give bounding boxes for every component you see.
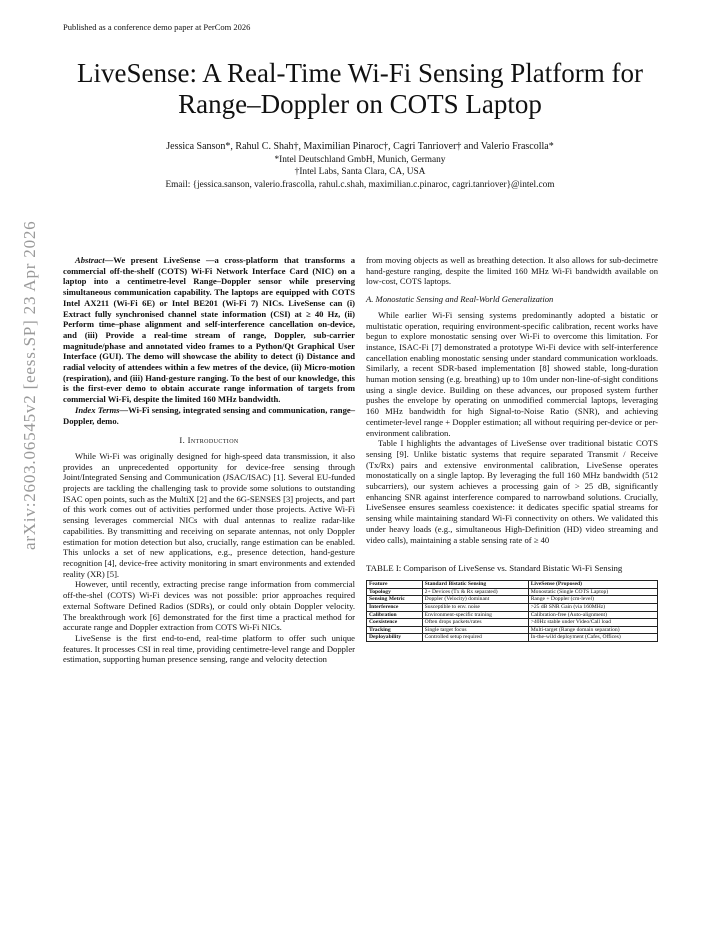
abstract-label: Abstract— — [75, 255, 114, 265]
monostatic-paragraph-1: While earlier Wi-Fi sensing systems predominantly adopted a bistatic or multistatic operation, requiring environment-specific calibration, recent works have begun to explore monostatic sensing over Wi-Fi to overcome this limitation. For instance, ISAC-Fi [7] demonstrated a prototype Wi-Fi device with self-interference cancellation enabling monostatic sensing under standard communication workloads. Similarly, a recent SDR-based implementation [8] showed stable, long-duration human motion sensing (e.g. breathing) up to 10m under non-line-of-sight conditions using a single device. Building on these advances, our proposed system further pushes the envelope by operating on unmodified commercial laptops, leveraging 160 MHz bandwidth for high Signal-to-Noise Ratio (SNR), and achieving centimeter-level range + Doppler estimation; all without requiring per-device or per-environment calibration. — [366, 309, 658, 438]
index-terms — [63, 405, 355, 426]
author-emails: Email: {jessica.sanson, valerio.frascolla, rahul.c.shah, maximilian.c.pinaroc, cagri.tanriover}@intel.com — [165, 179, 555, 190]
author-block — [70, 141, 650, 191]
monostatic-paragraph-2: Table I highlights the advantages of LiveSense over traditional bistatic COTS sensing [9]. Unlike bistatic systems that require separated Transmit / Receive (Tx/Rx) pairs and extensive environmental calibration, LiveSense operates monostatically on a single laptop. By leveraging the full 160 MHz bandwidth (512 subcarriers), our system achieves a processing gain of > 25 dB, significantly enhancing SNR against interference compared to narrowband solutions. Crucially, LiveSensee ensures seamless coexistence: it dedicates specific spatial streams for sensing while maintaining standard Wi-Fi connectivity on others. We validated this under heavy loads (e.g., simultaneous High-Definition (HD) video streaming and video calls), maintaining a stable sensing rate of ≥ 40 — [366, 438, 658, 545]
affiliation-intel-labs: †Intel Labs, Santa Clara, CA, USA — [294, 167, 426, 177]
table-row — [367, 588, 658, 596]
table-cell: In-the-wild deployment (Cafes, Offices) — [528, 634, 657, 642]
table-cell: Monostatic (Single COTS Laptop) — [528, 588, 657, 596]
table-cell: Interference — [367, 604, 423, 612]
arxiv-identifier: arXiv:2603.06545v2 [eess.SP] 23 Apr 2026 — [20, 220, 39, 550]
table-header-row — [367, 581, 658, 589]
table-row — [367, 634, 658, 642]
table-cell: Multi-target (Range domain separation) — [528, 626, 657, 634]
right-column — [366, 255, 658, 642]
table-cell: >40Hz stable under Video/Call load — [528, 619, 657, 627]
table-cell: Calibration-free (Auto-alignment) — [528, 611, 657, 619]
table-cell: Single target focus — [422, 626, 528, 634]
publication-note: Published as a conference demo paper at PerCom 2026 — [63, 22, 251, 32]
author-list: Jessica Sanson*, Rahul C. Shah†, Maximilian Pinaroc†, Cagri Tanriover† and Valerio Frascolla* — [166, 141, 554, 152]
intro-paragraph-2: However, until recently, extracting precise range information from commercial off-the-shel (COTS) Wi-Fi devices was not possible: prior approaches required external Software Defined Radios (SDRs), or could only obtain Doppler velocity. The breakthrough work [6] demonstrated for the first time a practical method for accurate range and Doppler extraction from COTS Wi-Fi NICs. — [63, 579, 355, 633]
table-header-cell: Feature — [367, 581, 423, 589]
paper-title: LiveSense: A Real-Time Wi-Fi Sensing Platform for Range–Doppler on COTS Laptop — [77, 58, 643, 119]
table-cell: Topology — [367, 588, 423, 596]
abstract-text: We present LiveSense —a cross-platform that transforms a commercial off-the-shelf (COTS) Wi-Fi Network Interface Card (NIC) on a laptop into a centimetre-level Range–Doppler sensor while preserving simultaneous communication capability. The laptops are equipped with COTS Intel AX211 (Wi-Fi 6E) or Intel BE201 (Wi-Fi 7) NICs. LiveSense can (i) Extract fully synchronised channel state information (CSI) at ≥ 40 Hz, (ii) Perform time–phase alignment and self-interference cancellation on-device, and (iii) Provide a real-time stream of range, Doppler, sub-carrier magnitude/phase and annotated video frames to a Python/Qt Graphical User Interface (GUI). The demo will showcase the ability to detect (i) Distance and radial velocity of attendees within a few metres of the device, (ii) Micro-motion (respiration), and (iii) Hand-gesture ranging. To the best of our knowledge, this is the first-ever demo to obtain accurate range information of targets from commercial Wi-Fi, despite the limited 160 MHz bandwidth. — [63, 255, 355, 405]
left-column — [63, 255, 355, 665]
table-row — [367, 596, 658, 604]
comparison-table — [366, 580, 658, 642]
intro-continuation: from moving objects as well as breathing detection. It also allows for sub-decimetre hand-gesture ranging, despite the limited 160 MHz Wi-Fi bandwidth available on low-cost, COTS laptops. — [366, 255, 658, 287]
intro-paragraph-1: While Wi-Fi was originally designed for high-speed data transmission, it also provides an unprecedented opportunity for device-free sensing through Joint/Integrated Sensing and Communication (JSAC/ISAC) [1]. Several EU-funded projects are tackling the challenging task to provide some solutions to outstanding ISAC open points, such as the MultiX [2] and the 6G-SENSES [3] projects, and part of this work comes out of activities performed under those projects. Active Wi-Fi sensing leverages commercial NICs with dual antennas to realize radar-like capabilities. By transmitting and receiving on separate antennas, not only Doppler estimation for motion detection but also, crucially, range estimation can be enabled. This unlocks a set of new applications, e.g., presence detection, hand-gesture recognition [4], device-free activity monitoring in smart environments and extended reality (XR) [5]. — [63, 450, 355, 579]
table-cell: Sensing Metric — [367, 596, 423, 604]
table-row — [367, 604, 658, 612]
table-cell: Often drops packets/rates — [422, 619, 528, 627]
table-cell: Doppler (Velocity) dominant — [422, 596, 528, 604]
table-cell: Tracking — [367, 626, 423, 634]
table-row — [367, 611, 658, 619]
table-cell: >25 dB SNR Gain (via 160MHz) — [528, 604, 657, 612]
table-cell: Deployability — [367, 634, 423, 642]
affiliation-intel-germany: *Intel Deutschland GmbH, Munich, Germany — [274, 154, 446, 165]
subsection-heading-monostatic: A. Monostatic Sensing and Real-World Generalization — [366, 294, 554, 305]
table-cell: Environment-specific training — [422, 611, 528, 619]
intro-paragraph-3: LiveSense is the first end-to-end, real-time platform to offer such unique features. It processes CSI in real time, providing centimetre-level range and Doppler estimation, supporting human presence sensing, range and velocity detection — [63, 632, 355, 665]
index-terms-text: Wi-Fi sensing, integrated sensing and communication, range–Doppler, demo. — [63, 404, 355, 426]
abstract — [63, 255, 355, 405]
table-header-cell: Standard Bistatic Sensing — [422, 581, 528, 589]
table-row — [367, 619, 658, 627]
index-terms-label: Index Terms— — [75, 404, 129, 415]
table-cell: Range + Doppler (cm-level) — [528, 596, 657, 604]
table-caption: TABLE I: Comparison of LiveSense vs. Standard Bistatic Wi-Fi Sensing — [366, 563, 623, 574]
table-row — [367, 626, 658, 634]
table-cell: Susceptible to env. noise — [422, 604, 528, 612]
table-cell: Calibration — [367, 611, 423, 619]
table-header-cell: LiveSense (Proposed) — [528, 581, 657, 589]
table-cell: Controlled setup required — [422, 634, 528, 642]
table-cell: 2+ Devices (Tx & Rx separated) — [422, 588, 528, 596]
section-heading-introduction: I. Introduction — [179, 435, 239, 446]
table-cell: Coexistence — [367, 619, 423, 627]
